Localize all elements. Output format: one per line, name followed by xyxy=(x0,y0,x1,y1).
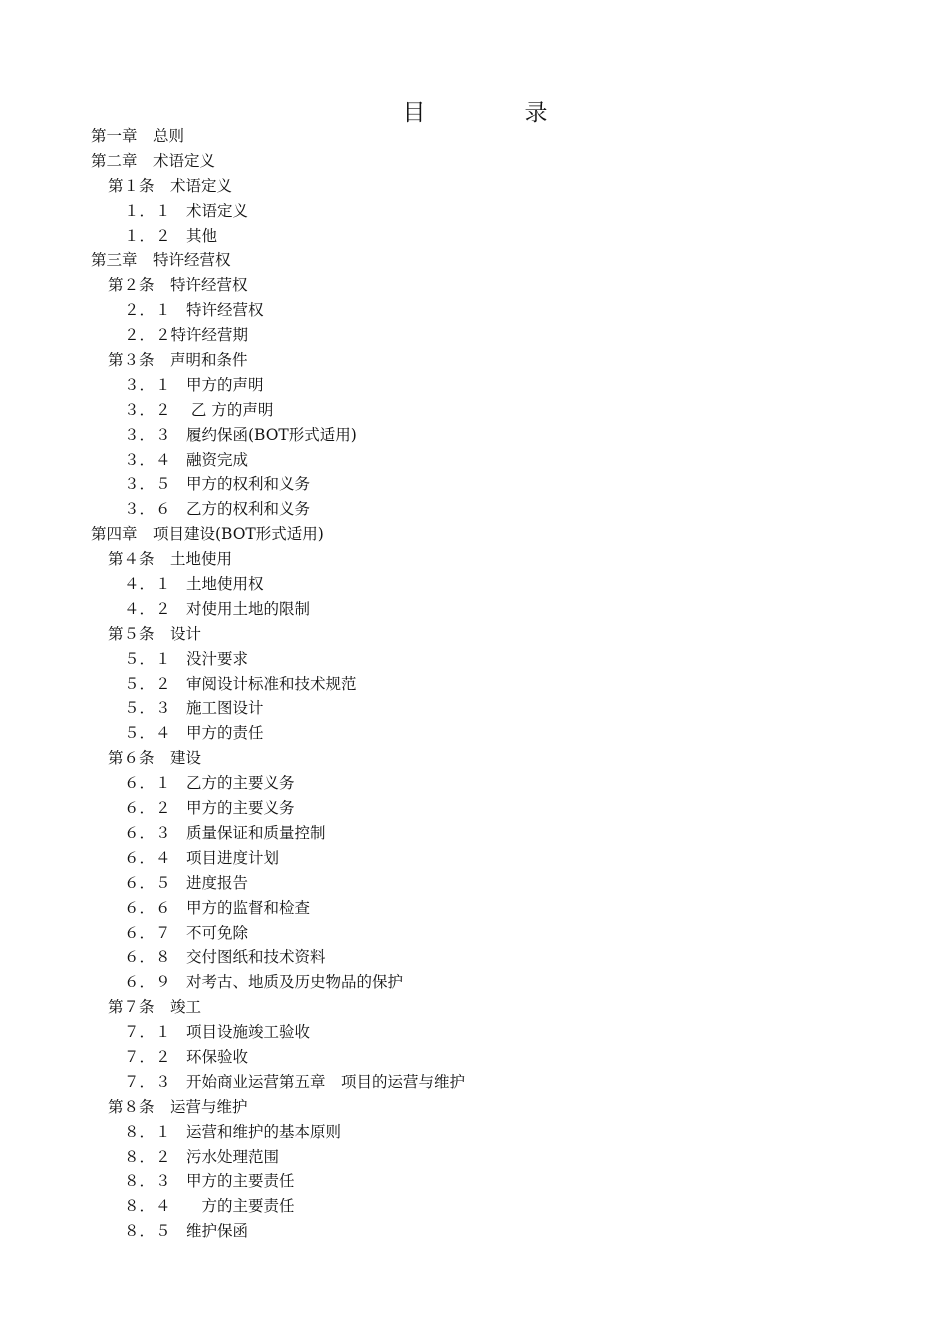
toc-clause-entry: ７．３ 开始商业运营第五章 项目的运营与维护 xyxy=(124,1072,466,1091)
toc-title: 目 录 xyxy=(402,100,586,126)
toc-clause-entry: ６．３ 质量保证和质量控制 xyxy=(124,823,326,842)
toc-article-entry: 第６条 建设 xyxy=(108,749,202,768)
toc-article-entry: 第３条 声明和条件 xyxy=(108,351,248,370)
toc-clause-entry: ７．２ 环保验收 xyxy=(124,1047,249,1066)
toc-clause-entry: ６．１ 乙方的主要义务 xyxy=(124,774,295,793)
toc-article-entry: 第８条 运营与维护 xyxy=(108,1097,248,1116)
toc-article-entry: 第４条 土地使用 xyxy=(108,550,233,569)
toc-clause-entry: ６．５ 进度报告 xyxy=(124,873,249,892)
toc-clause-entry: ３．３ 履约保函(BOT形式适用) xyxy=(124,425,357,444)
toc-clause-entry: ５．３ 施工图设计 xyxy=(124,699,264,718)
toc-clause-entry: ５．４ 甲方的责任 xyxy=(124,724,264,743)
toc-clause-entry: ８．４ 方的主要责任 xyxy=(124,1197,295,1216)
toc-clause-entry: ８．５ 维护保函 xyxy=(124,1222,249,1241)
toc-clause-entry: ２．２特许经营期 xyxy=(124,326,249,345)
toc-clause-entry: ８．３ 甲方的主要责任 xyxy=(124,1172,295,1191)
toc-clause-entry: ６．８ 交付图纸和技术资料 xyxy=(124,948,326,967)
toc-clause-entry: ６．２ 甲方的主要义务 xyxy=(124,799,295,818)
toc-clause-entry: ６．４ 项目进度计划 xyxy=(124,848,280,867)
toc-clause-entry: ５．１ 没汁要求 xyxy=(124,649,249,668)
toc-clause-entry: ３．４ 融资完成 xyxy=(124,450,249,469)
toc-clause-entry: ８．２ 污水处理范围 xyxy=(124,1147,280,1166)
toc-clause-entry: ４．１ 土地使用权 xyxy=(124,575,264,594)
toc-chapter-entry: 第一章 总则 xyxy=(91,127,185,145)
toc-clause-entry: １．１ 术语定义 xyxy=(124,201,249,220)
toc-clause-entry: ４．２ 对使用土地的限制 xyxy=(124,599,311,618)
toc-clause-entry: ３．２ 乙 方的声明 xyxy=(124,400,274,419)
toc-article-entry: 第７条 竣工 xyxy=(108,998,202,1017)
toc-clause-entry: ８．１ 运营和维护的基本原则 xyxy=(124,1122,342,1141)
toc-article-entry: 第１条 术语定义 xyxy=(108,176,233,195)
toc-clause-entry: ５．２ 审阅设计标准和技术规范 xyxy=(124,674,357,693)
toc-clause-entry: １．２ 其他 xyxy=(124,226,218,245)
toc-clause-entry: ６．７ 不可免除 xyxy=(124,923,249,942)
toc-clause-entry: ７．１ 项目设施竣工验收 xyxy=(124,1023,311,1042)
toc-clause-entry: ３．６ 乙方的权利和义务 xyxy=(124,500,311,519)
table-of-contents xyxy=(91,124,465,1244)
toc-chapter-entry: 第二章 术语定义 xyxy=(91,151,216,170)
toc-clause-entry: ２．１ 特许经营权 xyxy=(124,301,264,320)
toc-article-entry: 第５条 设计 xyxy=(108,624,202,643)
toc-chapter-entry: 第四章 项目建设(BOT形式适用) xyxy=(91,525,324,544)
toc-clause-entry: ６．９ 对考古、地质及历史物品的保护 xyxy=(124,973,404,992)
toc-chapter-entry: 第三章 特许经营权 xyxy=(91,251,231,270)
toc-clause-entry: ３．５ 甲方的权利和义务 xyxy=(124,475,311,494)
toc-clause-entry: ６．６ 甲方的监督和检查 xyxy=(124,898,311,917)
toc-clause-entry: ３．１ 甲方的声明 xyxy=(124,375,264,394)
toc-article-entry: 第２条 特许经营权 xyxy=(108,276,248,295)
